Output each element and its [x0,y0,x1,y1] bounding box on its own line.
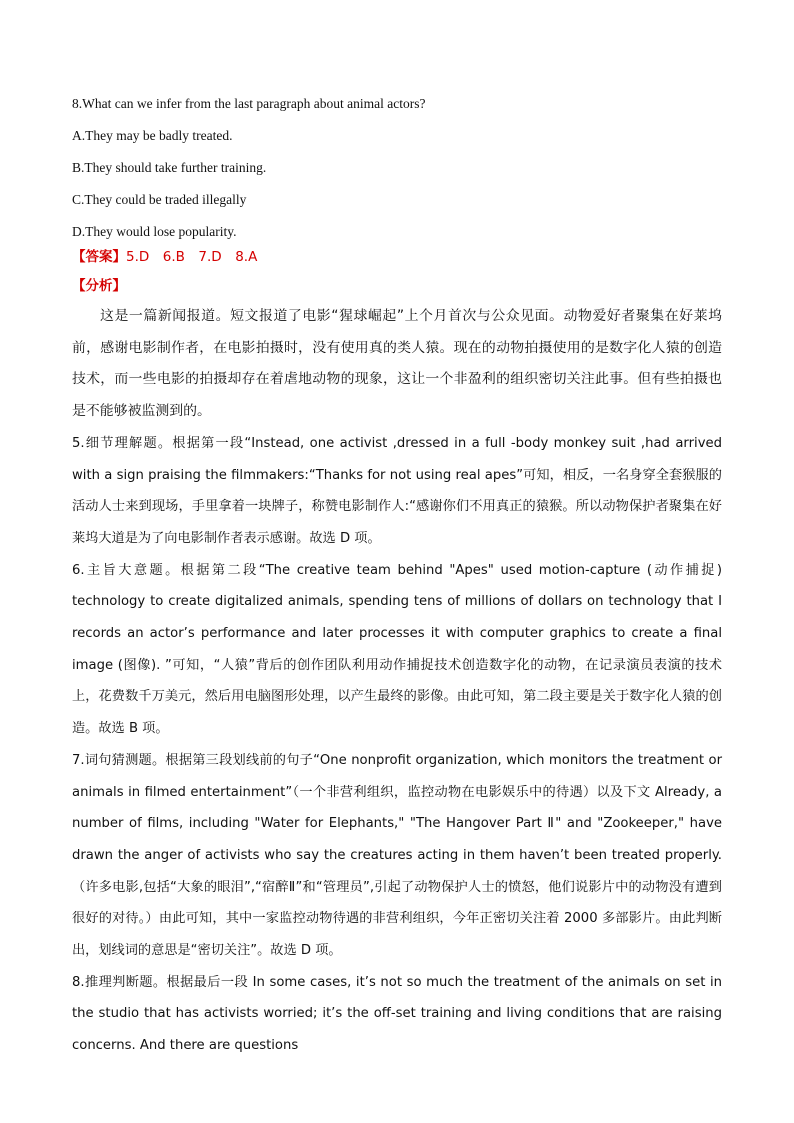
document-page [72,96,722,1062]
analysis-heading [72,277,722,295]
analysis-q6: 6.主旨大意题。根据第二段“The creative team behind "Apes" used motion-capture (动作捕捉) technology to create digitalized animals, spending tens of millions of dollars on technology that I records an actor’s performance and later processes it with computer graphics to create a final image (图像). ”可知，“人猿”背后的创作团队利用动作捕捉技术创造数字化的动物，在记录演员表演的技术上，花费数千万美元，然后用电脑图形处理，以产生最终的影像。由此可知，第二段主要是关于数字化人猿的创造。故选 B 项。 [72,562,722,737]
option-c: C.They could be traded illegally [72,192,247,207]
analysis-q5: 5.细节理解题。根据第一段“Instead, one activist ,dressed in a full -body monkey suit ,had arrived with a sign praising the filmmakers:“Thanks for not using real apes”可知，相反，一名身穿全套猴服的活动人士来到现场，手里拿着一块牌子，称赞电影制作人:“感谢你们不用真正的猿猴。所以动物保护者聚集在好莱坞大道是为了向电影制作者表示感谢。故选 D 项。 [72,435,722,546]
analysis-summary: 这是一篇新闻报道。短文报道了电影“猩球崛起”上个月首次与公众见面。动物爱好者聚集在好莱坞前，感谢电影制作者，在电影拍摄时，没有使用真的类人猿。现在的动物拍摄使用的是数字化人猿的创造技术，而一些电影的拍摄却存在着虐地动物的现象，这让一个非盈利的组织密切关注此事。但有些拍摄也是不能够被监测到的。 [72,308,722,420]
analysis-q7: 7.词句猜测题。根据第三段划线前的句子“One nonprofit organization, which monitors the treatment or animals in filmed entertainment”（一个非营利组织，监控动物在电影娱乐中的待遇）以及下文 Already, a number of films, including "Water for Elephants," "The Hangover Part Ⅱ" and "Zookeeper," have drawn the anger of activists who say the creatures acting in them haven’t been treated properly.（许多电影,包括“大象的眼泪”,“宿醉Ⅱ”和“管理员”,引起了动物保护人士的愤怒，他们说影片中的动物没有遭到很好的对待。）由此可知，其中一家监控动物待遇的非营利组织，今年正密切关注着 2000 多部影片。由此判断出，划线词的意思是“密切关注”。故选 D 项。 [72,752,722,959]
analysis-tag: 【分析】 [72,278,126,294]
answer-line [72,248,722,267]
option-d: D.They would lose popularity. [72,224,237,239]
analysis-q8: 8.推理判断题。根据最后一段 In some cases, it’s not so much the treatment of the animals on set in the studio that has activists worried; it’s the off-set training and living conditions that are raising concerns. And there are questions [72,974,722,1054]
option-a: A.They may be badly treated. [72,128,233,143]
answer-text: 5.D 6.B 7.D 8.A [126,249,258,265]
question-stem: 8.What can we infer from the last paragraph about animal actors? [72,96,426,111]
answer-tag: 【答案】 [72,249,126,265]
option-b: B.They should take further training. [72,160,267,175]
